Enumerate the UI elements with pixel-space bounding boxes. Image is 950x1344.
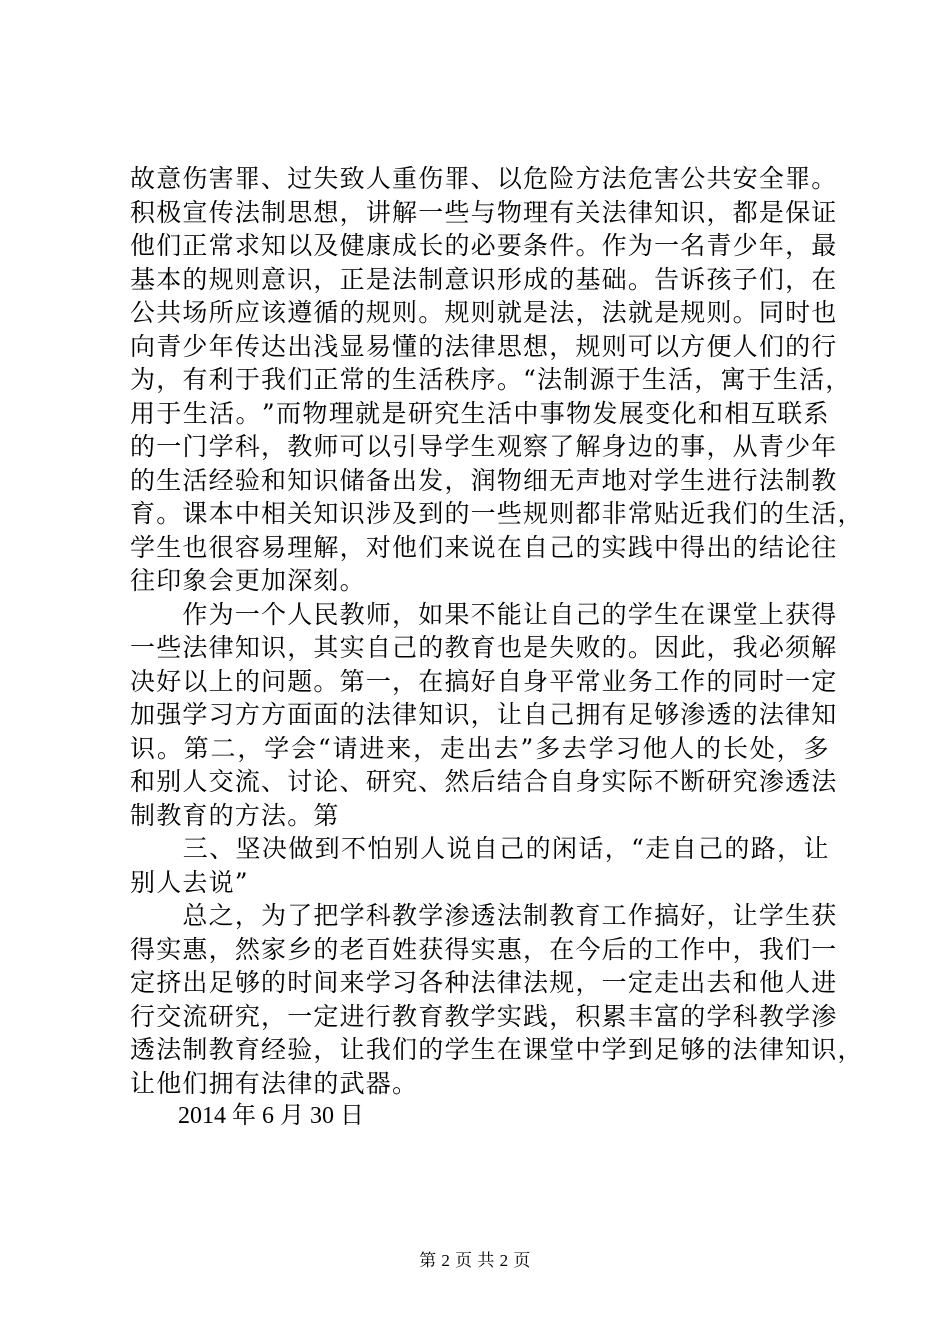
text-line: 加 强 学 习 方 方 面 面 的 法 律 知 识 ， 让 自 己 拥 有 足 够 渗 透 的 法 律 知 (130, 700, 838, 729)
text-line: 行 交 流 研 究 ， 一 定 进 行 教 育 教 学 实 践 ， 积 累 丰 富 的 学 科 教 学 渗 (130, 1001, 838, 1031)
text-line: 故 意 伤 害 罪 、 过 失 致 人 重 伤 罪 、 以 危 险 方 法 危 害 公 共 安 全 罪 。 (130, 164, 838, 193)
page-footer: 第 2 页 共 2 页 (419, 1251, 531, 1270)
text-line: 他 们 正 常 求 知 以 及 健 康 成 长 的 必 要 条 件 。 作 为 一 名 青 少 年 ， 最 (130, 231, 838, 260)
text-line: 的 一 门 学 科 ， 教 师 可 以 引 导 学 生 观 察 了 解 身 边 的 事 ， 从 青 少 年 (130, 432, 838, 461)
text-line: 识 。 第 二 ， 学 会 “ 请 进 来 ， 走 出 去 ” 多 去 学 习 他 人 的 长 处 ， 多 (130, 733, 830, 763)
text-line: 用 于 生 活 。 ” 而 物 理 就 是 研 究 生 活 中 事 物 发 展 变 化 和 相 互 联 系 (130, 398, 830, 428)
text-line: 决 好 以 上 的 问 题 。 第 一 ， 在 搞 好 自 身 平 常 业 务 工 作 的 同 时 一 定 (130, 666, 838, 696)
text-line: 学 生 也 很 容 易 理 解 ， 对 他 们 来 说 在 自 己 的 实 践 中 得 出 的 结 论 往 (130, 532, 838, 562)
text-line: 为 ， 有 利 于 我 们 正 常 的 生 活 秩 序 。 “ 法 制 源 于 生 活 ， 寓 于 生 活 ， (130, 365, 852, 394)
text-line: 透 法 制 教 育 经 验 ， 让 我 们 的 学 生 在 课 堂 中 学 到 足 够 的 法 律 知 识 ， (130, 1035, 864, 1064)
document-body (130, 162, 864, 1134)
text-line: 的 生 活 经 验 和 知 识 储 备 出 发 ， 润 物 细 无 声 地 对 学 生 进 行 法 制 教 (130, 465, 838, 495)
text-line: 让他们拥有法律的武器。 (130, 1068, 419, 1098)
text-line: 一 些 法 律 知 识 ， 其 实 自 己 的 教 育 也 是 失 败 的 。 因 此 ， 我 必 须 解 (130, 633, 838, 662)
text-line: 作 为 一 个 人 民 教 师 ， 如 果 不 能 让 自 己 的 学 生 在 课 堂 上 获 得 (182, 599, 838, 629)
text-line: 基 本 的 规 则 意 识 ， 正 是 法 制 意 识 形 成 的 基 础 。 告 诉 孩 子 们 ， 在 (130, 264, 838, 294)
text-line: 三 、 坚 决 做 到 不 怕 别 人 说 自 己 的 闲 话 ， “ 走 自 己 的 路 ， 让 (182, 834, 830, 863)
text-line: 制教育的方法。第 (130, 800, 340, 830)
text-line: 得 实 惠 ， 然 家 乡 的 老 百 姓 获 得 实 惠 ， 在 今 后 的 工 作 中 ， 我 们 一 (130, 934, 838, 964)
text-line: 和 别 人 交 流 、 讨 论 、 研 究 、 然 后 结 合 自 身 实 际 不 断 研 究 渗 透 法 (130, 767, 838, 796)
text-line: 别人去说” (130, 867, 249, 897)
date-line: 2014 年 6 月 30 日 (178, 1103, 364, 1129)
text-line: 总 之 ， 为 了 把 学 科 教 学 渗 透 法 制 教 育 工 作 搞 好 ， 让 学 生 获 (182, 901, 838, 930)
text-line: 定 挤 出 足 够 的 时 间 来 学 习 各 种 法 律 法 规 ， 一 定 走 出 去 和 他 人 进 (130, 968, 838, 997)
text-line: 育 。 课 本 中 相 关 知 识 涉 及 到 的 一 些 规 则 都 非 常 贴 近 我 们 的 生 活 ， (130, 499, 864, 528)
text-line: 往印象会更加深刻。 (130, 566, 366, 595)
text-line: 向 青 少 年 传 达 出 浅 显 易 懂 的 法 律 思 想 ， 规 则 可 以 方 便 人 们 的 行 (130, 331, 838, 361)
text-line: 积 极 宣 传 法 制 思 想 ， 讲 解 一 些 与 物 理 有 关 法 律 知 识 ， 都 是 保 证 (130, 197, 838, 227)
text-line: 公 共 场 所 应 该 遵 循 的 规 则 。 规 则 就 是 法 ， 法 就 是 规 则 。 同 时 也 (130, 298, 838, 327)
